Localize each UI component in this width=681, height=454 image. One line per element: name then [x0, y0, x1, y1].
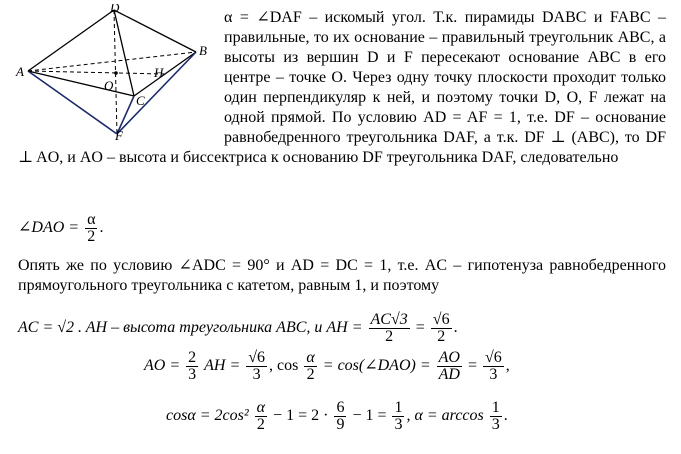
- eq4-fraction-4: $\frac{1}{3}$: [491, 399, 500, 433]
- eq3-fraction-5: $\frac{√6}{3}$: [485, 349, 502, 383]
- eq4-arccos: , α = arccos: [406, 407, 484, 425]
- eq4-fraction-2: $\frac{6}{9}$: [336, 399, 345, 433]
- eq2-end: .: [453, 319, 458, 337]
- eq4-cos-alpha: cosα = 2cos²: [166, 407, 249, 425]
- equation-cos-alpha: cosα = 2cos² $\frac{\alpha}{2}$ − 1 = 2 · $\frac{6}{9}$ − 1 = $\frac{1}{3}$ , α = arccos $\frac{1}{3}$ .: [166, 399, 508, 433]
- eq1-numerator: α: [87, 211, 96, 228]
- eq3-fraction-3: $\frac{\alpha}{2}$: [306, 349, 315, 383]
- paragraph-1-text: α = ∠DAF – искомый угол. Т.к. пирамиды DABC и FABC – правильные, то их основание – правильный треугольник ABC, а высоты из вершин D и F пересекают основание ABC в его центре – точке O. Через одну точку плоскости проходит только один перпендикуляр к ней, и поэтому точки D, O, F лежат на одной прямой. По условию AD = AF = 1, т.е. DF – основание равнобедренного треугольника DAF, а т.к. DF ⊥ (ABC), то DF ⊥ AO, и AO – высота и биссектриса к основанию DF треугольника DAF, следовательно: [18, 9, 666, 166]
- label-D: D: [110, 4, 120, 15]
- paragraph-2: [18, 256, 666, 296]
- label-A: A: [16, 64, 24, 79]
- eq2-numerator-1: AC√3: [370, 311, 408, 328]
- eq2-fraction-2: [431, 312, 452, 345]
- eq1-denominator: 2: [87, 228, 96, 245]
- eq3-fraction-4: $\frac{AO}{AD}$: [438, 349, 460, 383]
- eq4-fraction-3: $\frac{1}{3}$: [394, 399, 403, 433]
- equation-ao: AO = $\frac{2}{3}$ AH = $\frac{√6}{3}$ , cos $\frac{\alpha}{2}$ = cos(∠DAO) = $\frac{AO}{AD}$ = $\frac{√6}{3}$ ,: [144, 349, 510, 383]
- label-F: F: [115, 128, 123, 140]
- eq1-fraction: [85, 212, 97, 245]
- label-C: C: [136, 93, 145, 108]
- label-B: B: [199, 43, 207, 58]
- paragraph-1: [18, 8, 666, 168]
- equation-dao: ∠DAO = $\frac{\alpha}{2}$ .: [18, 211, 104, 245]
- label-H: H: [154, 65, 164, 80]
- eq2-denominator-1: 2: [385, 328, 394, 345]
- label-O: O: [104, 78, 114, 93]
- equation-ah: [18, 312, 458, 345]
- paragraph-2-text: Опять же по условию ∠ADC = 90° и AD = DC = 1, т.е. AC – гипотенуза равнобедренного прямоугольного треугольника с катетом, равным 1, и поэтому: [18, 257, 666, 294]
- eq4-minus-2: − 1 =: [352, 407, 387, 425]
- eq2-equals: =: [415, 319, 425, 337]
- eq2-denominator-2: 2: [437, 328, 446, 345]
- eq3-fraction-1: $\frac{2}{3}$: [188, 349, 197, 383]
- eq2-fraction-1: [369, 312, 410, 345]
- eq3-cos: , cos: [269, 357, 299, 375]
- eq4-minus: − 1 = 2 ·: [273, 407, 329, 425]
- eq3-equals: =: [467, 357, 477, 375]
- eq2-numerator-2: √6: [432, 311, 450, 328]
- eq3-ah: AH =: [204, 357, 241, 375]
- eq1-lhs: ∠DAO =: [18, 219, 80, 237]
- eq3-ao: AO =: [144, 357, 181, 375]
- eq2-text: AC = √2 . AH – высота треугольника ABC, и AH =: [18, 319, 363, 337]
- eq3-fraction-2: $\frac{√6}{3}$: [248, 349, 266, 383]
- eq3-cos-dao: = cos(∠DAO) =: [322, 357, 431, 375]
- eq4-fraction-1: $\frac{\alpha}{2}$: [256, 399, 266, 433]
